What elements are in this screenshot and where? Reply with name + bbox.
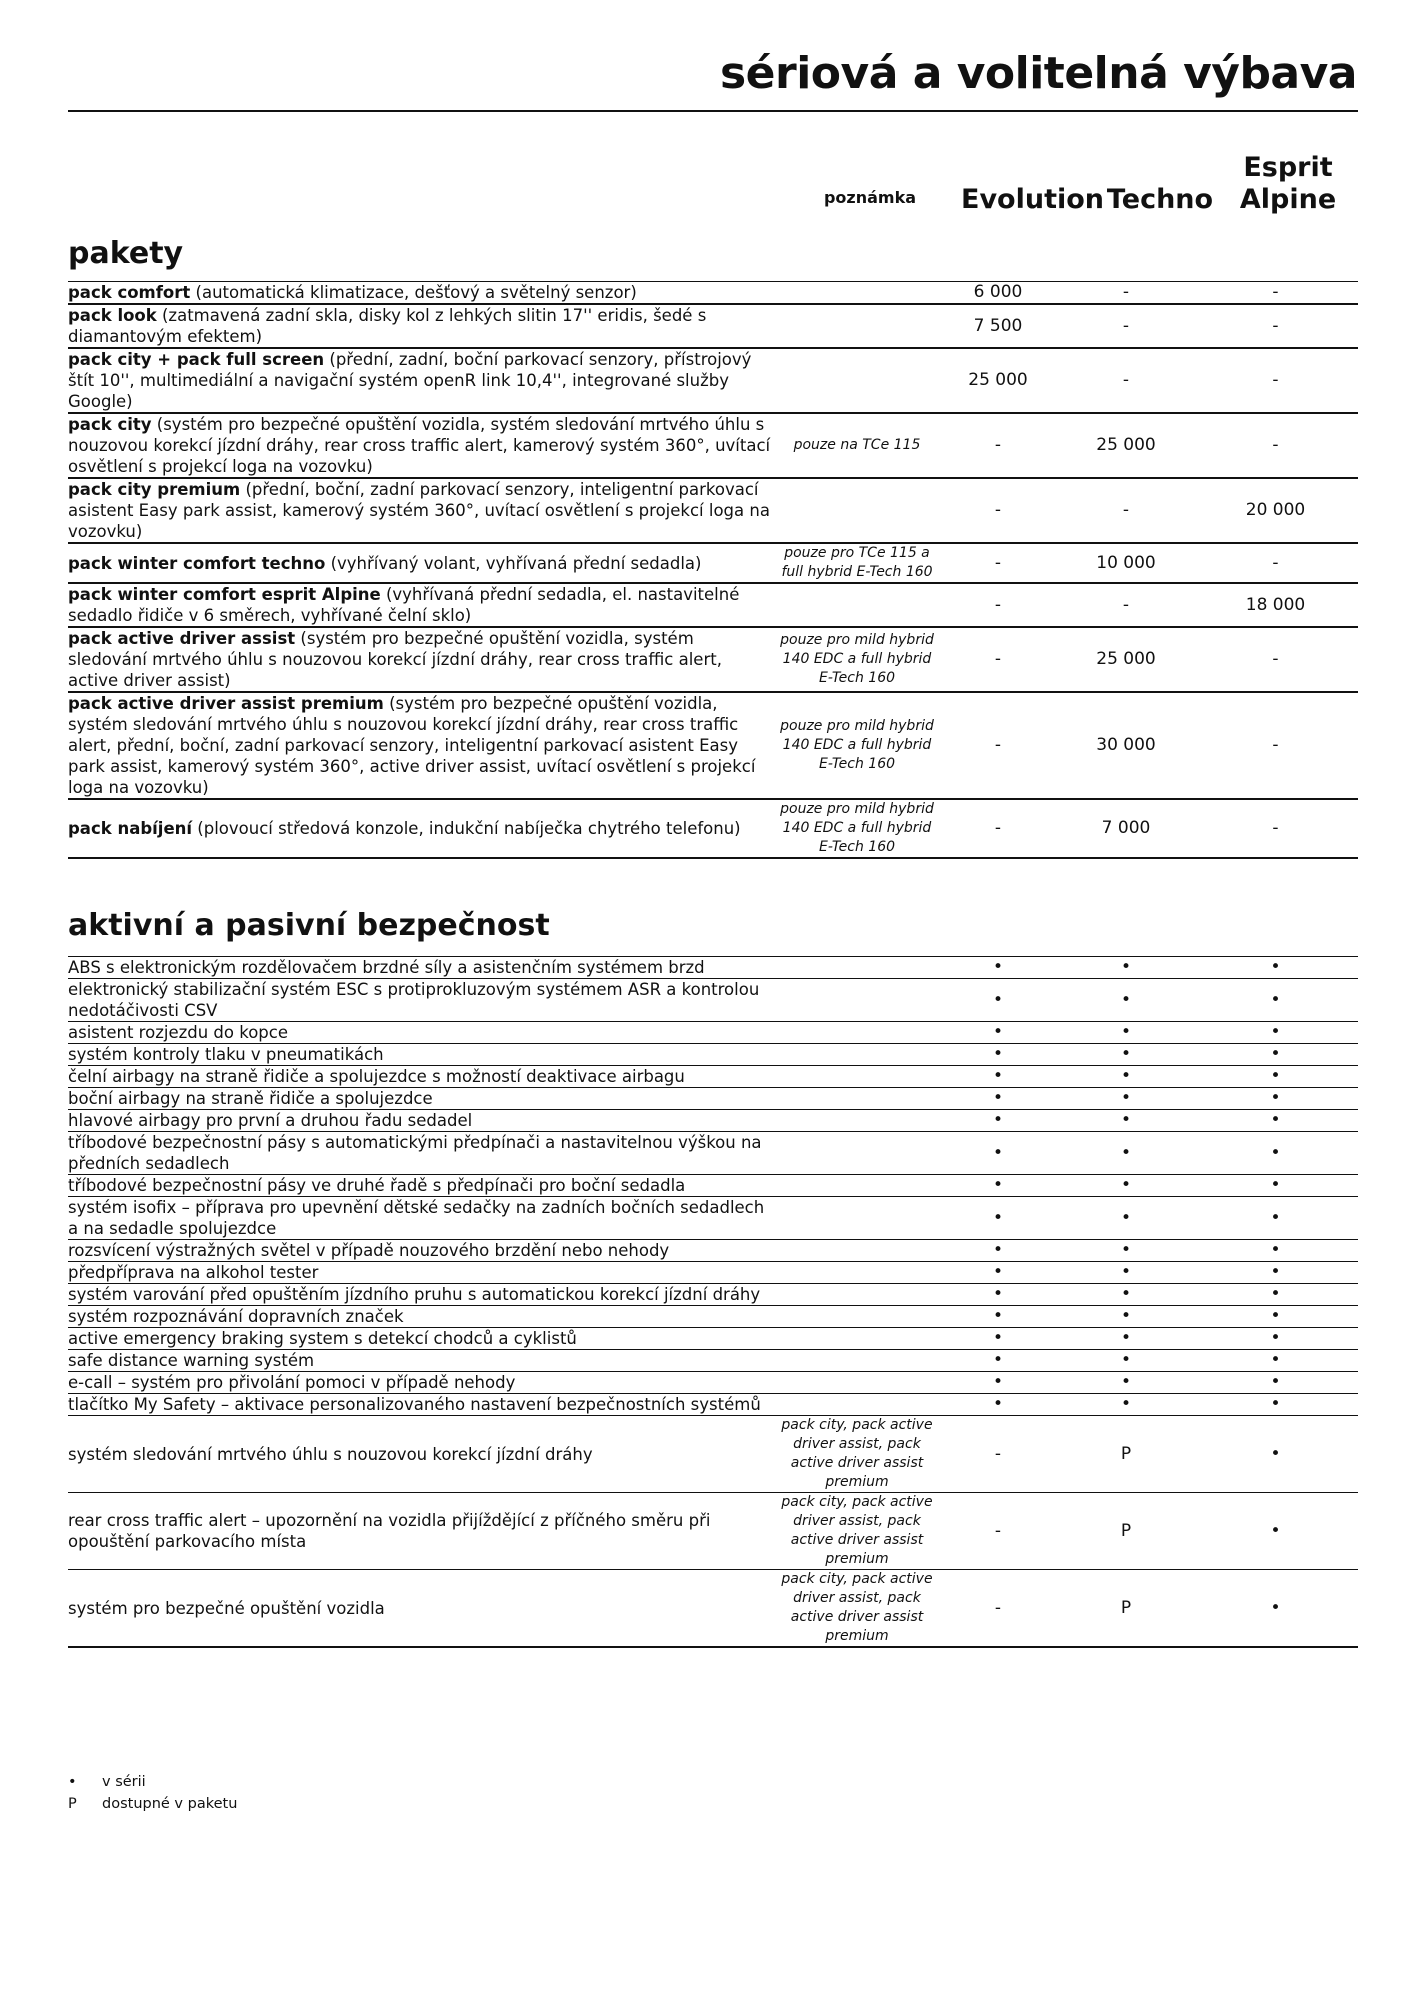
value-techno: P xyxy=(1120,1443,1132,1464)
row-description: (vyhřívaný volant, vyhřívaná přední sedadla) xyxy=(325,553,702,573)
value-evolution: - xyxy=(994,435,1002,455)
value-esprit-alpine: • xyxy=(1270,1443,1281,1464)
value-techno: • xyxy=(1120,1262,1132,1282)
row-description: (zatmavená zadní skla, disky kol z lehkých slitin 17'' eridis, šedé s diamantovým efektem) xyxy=(68,306,707,346)
row-description: tříbodové bezpečnostní pásy s automatickými předpínači a nastavitelnou výškou na předních sedadlech xyxy=(68,1133,762,1173)
row-label xyxy=(68,479,777,542)
table-row xyxy=(68,282,1358,305)
safety-table xyxy=(68,956,1358,1648)
value-esprit-alpine: • xyxy=(1270,1175,1281,1195)
row-description: (automatická klimatizace, dešťový a světelný senzor) xyxy=(190,283,637,302)
value-esprit-alpine: - xyxy=(1272,649,1279,669)
value-evolution: • xyxy=(992,989,1004,1010)
value-evolution: • xyxy=(992,1142,1004,1163)
row-note: pack city, pack active driver assist, pack active driver assist premium xyxy=(781,1417,933,1490)
value-evolution: • xyxy=(992,1284,1004,1304)
row-label xyxy=(68,1328,777,1349)
value-esprit-alpine: • xyxy=(1270,1520,1281,1541)
row-description: hlavové airbagy pro první a druhou řadu sedadel xyxy=(68,1111,473,1130)
value-esprit-alpine: • xyxy=(1270,1372,1281,1392)
legend-symbol: • xyxy=(68,1774,77,1790)
note-column-header: poznámka xyxy=(823,188,917,207)
value-esprit-alpine: • xyxy=(1270,1262,1281,1282)
value-esprit-alpine: - xyxy=(1272,435,1279,455)
value-evolution: - xyxy=(994,552,1002,573)
row-description: (systém pro bezpečné opuštění vozidla, systém sledování mrtvého úhlu s nouzovou korekcí jízdní dráhy, rear cross traffic alert, kamerový systém 360°, uvítací osvětlení s projekcí loga na vozovku) xyxy=(68,415,771,476)
row-label xyxy=(68,1088,777,1109)
value-evolution: • xyxy=(992,1022,1004,1042)
value-techno: • xyxy=(1120,1372,1132,1392)
value-techno: 10 000 xyxy=(1096,552,1156,573)
row-note: pouze pro mild hybrid 140 EDC a full hybrid E-Tech 160 xyxy=(780,801,934,855)
value-techno: 7 000 xyxy=(1101,818,1151,838)
table-row xyxy=(68,1262,1358,1284)
table-row xyxy=(68,1110,1358,1132)
value-evolution: - xyxy=(994,594,1002,615)
package-name: pack winter comfort techno xyxy=(68,553,326,573)
package-name: pack winter comfort esprit Alpine xyxy=(68,585,381,604)
value-techno: • xyxy=(1120,1207,1132,1228)
row-label xyxy=(68,1044,777,1065)
table-row xyxy=(68,479,1358,544)
row-label xyxy=(68,349,777,412)
table-row xyxy=(68,628,1358,693)
row-label xyxy=(68,1022,777,1043)
value-esprit-alpine: • xyxy=(1270,1110,1281,1130)
row-description: (plovoucí středová konzole, indukční nabíječka chytrého telefonu) xyxy=(192,819,741,838)
package-name: pack comfort xyxy=(68,283,191,302)
table-row xyxy=(68,1328,1358,1350)
table-row xyxy=(68,1044,1358,1066)
value-esprit-alpine: 18 000 xyxy=(1245,594,1306,615)
table-row xyxy=(68,1132,1358,1175)
value-techno: • xyxy=(1120,1306,1132,1326)
value-esprit-alpine: 20 000 xyxy=(1245,500,1306,520)
value-esprit-alpine: • xyxy=(1270,1350,1281,1370)
value-evolution: 6 000 xyxy=(973,282,1023,302)
row-label xyxy=(68,1175,777,1196)
row-description: čelní airbagy na straně řidiče a spolujezdce s možností deaktivace airbagu xyxy=(68,1067,685,1086)
value-techno: • xyxy=(1120,1240,1132,1260)
table-row xyxy=(68,693,1358,800)
row-label xyxy=(68,1372,777,1393)
value-evolution: • xyxy=(992,1240,1004,1260)
value-evolution: • xyxy=(992,1394,1004,1414)
table-row xyxy=(68,1284,1358,1306)
package-name: pack active driver assist xyxy=(68,629,296,648)
row-label xyxy=(68,553,777,574)
legend-row xyxy=(68,1793,237,1815)
row-label xyxy=(68,414,777,477)
value-evolution: - xyxy=(994,1520,1002,1541)
row-description: ABS s elektronickým rozdělovačem brzdné síly a asistenčním systémem brzd xyxy=(68,958,705,977)
row-label xyxy=(68,979,777,1021)
value-esprit-alpine: • xyxy=(1270,1142,1281,1163)
value-techno: • xyxy=(1120,1284,1132,1304)
row-description: systém isofix – příprava pro upevnění dětské sedačky na zadních bočních sedadlech a na sedadle spolujezdce xyxy=(68,1198,765,1238)
value-techno: - xyxy=(1122,500,1130,520)
row-description: systém sledování mrtvého úhlu s nouzovou korekcí jízdní dráhy xyxy=(68,1444,593,1464)
value-techno: • xyxy=(1120,1088,1132,1108)
row-label xyxy=(68,1306,777,1327)
value-esprit-alpine: - xyxy=(1272,735,1279,755)
value-evolution: • xyxy=(992,1306,1004,1326)
table-row xyxy=(68,1240,1358,1262)
section-title-pakety: pakety xyxy=(68,236,184,271)
table-row xyxy=(68,1372,1358,1394)
value-esprit-alpine: • xyxy=(1270,989,1281,1010)
row-label xyxy=(68,1132,777,1174)
row-note: pouze pro TCe 115 a full hybrid E-Tech 160 xyxy=(781,545,933,580)
value-evolution: • xyxy=(992,1066,1004,1086)
value-esprit-alpine: • xyxy=(1270,1306,1281,1326)
row-description: boční airbagy na straně řidiče a spolujezdce xyxy=(68,1089,433,1108)
value-techno: • xyxy=(1120,1394,1132,1414)
value-techno: • xyxy=(1120,1142,1132,1163)
row-note: pouze pro mild hybrid 140 EDC a full hybrid E-Tech 160 xyxy=(780,632,934,686)
value-evolution: 25 000 xyxy=(968,370,1028,390)
row-description: systém rozpoznávání dopravních značek xyxy=(68,1307,404,1326)
value-esprit-alpine: - xyxy=(1272,370,1279,390)
value-evolution: • xyxy=(992,957,1004,977)
value-evolution: - xyxy=(994,818,1002,838)
legend xyxy=(68,1771,237,1815)
value-techno: P xyxy=(1120,1597,1132,1618)
value-techno: - xyxy=(1122,594,1130,615)
value-evolution: • xyxy=(992,1262,1004,1282)
value-techno: P xyxy=(1120,1520,1132,1541)
value-esprit-alpine: • xyxy=(1270,1328,1281,1348)
package-name: pack city xyxy=(68,415,152,434)
row-note: pack city, pack active driver assist, pack active driver assist premium xyxy=(781,1494,933,1567)
row-description: asistent rozjezdu do kopce xyxy=(68,1023,289,1042)
table-row xyxy=(68,1066,1358,1088)
value-techno: • xyxy=(1120,1066,1132,1086)
table-row xyxy=(68,414,1358,479)
value-esprit-alpine: • xyxy=(1270,1207,1281,1228)
row-description: systém varování před opuštěním jízdního pruhu s automatickou korekcí jízdní dráhy xyxy=(68,1285,761,1304)
legend-text: dostupné v paketu xyxy=(102,1796,238,1812)
value-esprit-alpine: • xyxy=(1270,1088,1281,1108)
row-label xyxy=(68,584,777,626)
row-label xyxy=(68,1598,777,1619)
value-techno: - xyxy=(1122,370,1130,390)
package-name: pack active driver assist premium xyxy=(68,694,384,713)
legend-text: v sérii xyxy=(102,1774,146,1790)
table-row xyxy=(68,979,1358,1022)
row-description: (systém pro bezpečné opuštění vozidla, systém sledování mrtvého úhlu s nouzovou korekcí jízdní dráhy, rear cross traffic alert, přední, boční, zadní parkovací senzory, inteligentní parkovací asistent Easy park assist, kamerový systém 360°, active driver assist, uvítací osvětlení s projekcí loga na vozovku) xyxy=(68,694,756,797)
row-label xyxy=(68,1240,777,1261)
value-techno: • xyxy=(1120,1022,1132,1042)
row-label xyxy=(68,1110,777,1131)
value-techno: • xyxy=(1120,989,1132,1010)
row-description: elektronický stabilizační systém ESC s protiprokluzovým systémem ASR a kontrolou nedotáčivosti CSV xyxy=(68,980,760,1020)
value-techno: • xyxy=(1120,1350,1132,1370)
value-techno: 25 000 xyxy=(1096,649,1156,669)
legend-symbol: P xyxy=(68,1796,77,1812)
value-techno: - xyxy=(1122,315,1130,336)
row-label xyxy=(68,957,777,978)
row-description: rear cross traffic alert – upozornění na vozidla přijíždějící z příčného směru při opouštění parkovacího místa xyxy=(68,1511,711,1551)
column-header-esprit-alpine: Esprit Alpine xyxy=(1239,152,1337,215)
package-name: pack city + pack full screen xyxy=(68,350,325,369)
row-label xyxy=(68,282,777,303)
row-label xyxy=(68,693,777,798)
value-techno: • xyxy=(1120,1044,1132,1064)
legend-row xyxy=(68,1771,237,1793)
row-note: pack city, pack active driver assist, pack active driver assist premium xyxy=(781,1571,933,1644)
section-title-safety: aktivní a pasivní bezpečnost xyxy=(68,908,550,943)
row-description: safe distance warning systém xyxy=(68,1351,315,1370)
value-techno: 25 000 xyxy=(1096,435,1156,455)
value-esprit-alpine: • xyxy=(1270,1394,1281,1414)
row-description: systém pro bezpečné opuštění vozidla xyxy=(68,1598,385,1618)
row-description: (systém pro bezpečné opuštění vozidla, systém sledování mrtvého úhlu s nouzovou korekcí jízdní dráhy, rear cross traffic alert, active driver assist) xyxy=(68,629,722,690)
row-description: (přední, zadní, boční parkovací senzory, přístrojový štít 10'', multimediální a navigační systém openR link 10,4'', integrované služby Google) xyxy=(68,350,752,411)
column-header-techno: Techno xyxy=(1106,184,1214,215)
value-evolution: • xyxy=(992,1088,1004,1108)
row-label xyxy=(68,818,777,839)
value-esprit-alpine: - xyxy=(1272,282,1279,302)
row-label xyxy=(68,1350,777,1371)
value-esprit-alpine: • xyxy=(1270,957,1281,977)
row-description: předpříprava na alkohol tester xyxy=(68,1263,319,1282)
value-evolution: - xyxy=(994,500,1002,520)
table-row xyxy=(68,1197,1358,1240)
row-description: rozsvícení výstražných světel v případě nouzového brzdění nebo nehody xyxy=(68,1241,670,1260)
value-evolution: - xyxy=(994,735,1002,755)
value-evolution: 7 500 xyxy=(973,315,1023,336)
row-label xyxy=(68,305,777,347)
table-row xyxy=(68,349,1358,414)
row-label xyxy=(68,1394,777,1415)
table-row xyxy=(68,305,1358,349)
value-techno: • xyxy=(1120,1328,1132,1348)
table-row xyxy=(68,1088,1358,1110)
value-esprit-alpine: • xyxy=(1270,1066,1281,1086)
value-evolution: • xyxy=(992,1350,1004,1370)
row-label xyxy=(68,1444,777,1465)
table-row xyxy=(68,957,1358,979)
title-rule xyxy=(68,110,1358,112)
value-esprit-alpine: • xyxy=(1270,1240,1281,1260)
value-evolution: • xyxy=(992,1328,1004,1348)
row-description: tlačítko My Safety – aktivace personalizovaného nastavení bezpečnostních systémů xyxy=(68,1395,761,1414)
value-techno: • xyxy=(1120,957,1132,977)
row-label xyxy=(68,1066,777,1087)
value-esprit-alpine: - xyxy=(1272,552,1279,573)
value-techno: - xyxy=(1122,282,1130,302)
table-row xyxy=(68,1306,1358,1328)
value-techno: 30 000 xyxy=(1096,735,1156,755)
table-row xyxy=(68,1570,1358,1648)
row-note: pouze pro mild hybrid 140 EDC a full hybrid E-Tech 160 xyxy=(780,718,934,772)
value-esprit-alpine: • xyxy=(1270,1044,1281,1064)
value-techno: • xyxy=(1120,1175,1132,1195)
table-row xyxy=(68,1350,1358,1372)
table-row xyxy=(68,1493,1358,1570)
table-row xyxy=(68,1416,1358,1493)
row-description: systém kontroly tlaku v pneumatikách xyxy=(68,1045,384,1064)
table-row xyxy=(68,1022,1358,1044)
value-evolution: • xyxy=(992,1110,1004,1130)
row-note: pouze na TCe 115 xyxy=(793,437,921,453)
page-title: sériová a volitelná výbava xyxy=(719,48,1357,99)
column-header-evolution: Evolution xyxy=(961,184,1105,215)
value-esprit-alpine: • xyxy=(1270,1284,1281,1304)
table-row xyxy=(68,584,1358,628)
package-name: pack nabíjení xyxy=(68,819,193,838)
package-name: pack city premium xyxy=(68,480,241,499)
row-label xyxy=(68,628,777,691)
package-name: pack look xyxy=(68,306,157,325)
table-row xyxy=(68,800,1358,859)
value-esprit-alpine: • xyxy=(1270,1597,1281,1618)
value-evolution: - xyxy=(994,1443,1002,1464)
row-description: e-call – systém pro přivolání pomoci v případě nehody xyxy=(68,1373,516,1392)
row-description: (přední, boční, zadní parkovací senzory, inteligentní parkovací asistent Easy park assist, kamerový systém 360°, uvítací osvětlení s projekcí loga na vozovku) xyxy=(68,480,770,541)
row-label xyxy=(68,1197,777,1239)
packages-table xyxy=(68,281,1358,859)
value-esprit-alpine: - xyxy=(1272,315,1279,336)
value-evolution: • xyxy=(992,1372,1004,1392)
row-label xyxy=(68,1262,777,1283)
value-evolution: • xyxy=(992,1044,1004,1064)
value-esprit-alpine: • xyxy=(1270,1022,1281,1042)
value-evolution: • xyxy=(992,1207,1004,1228)
row-label xyxy=(68,1284,777,1305)
value-esprit-alpine: - xyxy=(1272,818,1279,838)
row-label xyxy=(68,1510,777,1552)
table-row xyxy=(68,1394,1358,1416)
value-evolution: • xyxy=(992,1175,1004,1195)
table-row xyxy=(68,1175,1358,1197)
value-evolution: - xyxy=(994,1597,1002,1618)
row-description: (vyhřívaná přední sedadla, el. nastavitelné sedadlo řidiče v 6 směrech, vyhřívané čelní sklo) xyxy=(68,585,740,625)
row-description: active emergency braking system s detekcí chodců a cyklistů xyxy=(68,1329,577,1348)
value-evolution: - xyxy=(994,649,1002,669)
row-description: tříbodové bezpečnostní pásy ve druhé řadě s předpínači pro boční sedadla xyxy=(68,1176,686,1195)
table-row xyxy=(68,544,1358,584)
value-techno: • xyxy=(1120,1110,1132,1130)
